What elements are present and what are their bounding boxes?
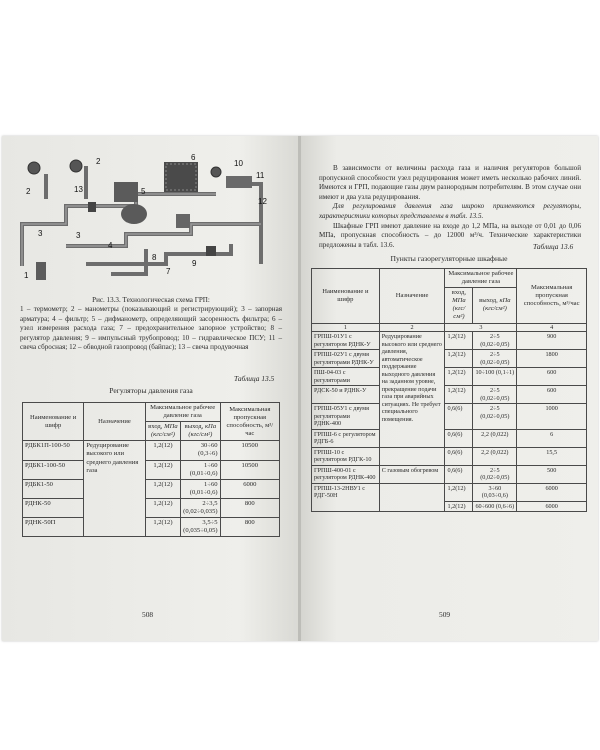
svg-text:5: 5 xyxy=(141,187,146,196)
col-header-capacity: Максимальная пропускная способность, м³/час xyxy=(517,269,587,324)
table-row: ГРПШ-05У1 с двумя регуляторами РДНК-400 0,6(6) 2÷5 (0,02÷0,05) 1000 xyxy=(312,404,587,430)
table-title: Пункты газорегуляторные шкафные xyxy=(390,254,508,263)
svg-text:13: 13 xyxy=(74,185,83,194)
col-header-outlet: выход, кПа (кгс/см²) xyxy=(181,422,220,441)
svg-text:4: 4 xyxy=(108,241,113,250)
table-row: ГРПШ-02У1 с двумя регуляторами РДНК-У 1,2(12) 2÷5 (0,02÷0,05) 1800 xyxy=(312,350,587,368)
svg-text:7: 7 xyxy=(166,267,171,276)
svg-text:6: 6 xyxy=(191,154,196,162)
table-row: РДНК-50 1,2(12) 2÷3,5 (0,02÷0,035) 800 xyxy=(23,498,280,517)
col-header-inlet: вход, МПа (кгс/см²) xyxy=(145,422,180,441)
table-title: Регуляторы давления газа xyxy=(109,386,193,395)
table-number: Таблица 13.6 xyxy=(533,242,574,251)
table-row: РДБК1П-100-50 Редуцирование высокого или среднего давления газа 1,2(12) 30÷60 (0,3÷6) 10500 xyxy=(23,441,280,460)
table-row: РДНК-50П 1,2(12) 3,5÷5 (0,035÷0,05) 800 xyxy=(23,518,280,537)
table-row: 1,2(12) 60÷600 (0,6÷6) 6000 xyxy=(312,501,587,512)
book-spread xyxy=(2,136,598,641)
paragraph-2: Для регулирования давления газа широко применяются регуляторы, характеристики которых представлены в табл. 13.5. xyxy=(319,202,581,220)
purpose-main: Редуцирование высокого или среднего давления, автоматическое поддержание выходного давления на заданном уровне, прекращение подачи газа при аварийных ситуациях. Не требует специального помещения. xyxy=(379,332,445,448)
thermometer xyxy=(36,262,46,280)
col-header-purpose: Назначение xyxy=(379,269,445,324)
svg-text:2: 2 xyxy=(96,157,101,166)
svg-text:1: 1 xyxy=(24,271,29,280)
regulators-table xyxy=(22,402,280,537)
table-row: ГРПШ-400-01 с регулятором РДНК-400 С газовым обогревом 0,6(6) 2÷5 (0,02÷0,05) 500 xyxy=(312,465,587,483)
col-header-pressure: Максимальное рабочее давление газа xyxy=(145,403,220,422)
table-row: ГРПШ-6 с регулятором РДГБ-6 0,6(6) 2,2 (0,022) 6 xyxy=(312,429,587,447)
table-row: РДСК-50 и РДНК-У 1,2(12) 2÷5 (0,02÷0,05) 600 xyxy=(312,386,587,404)
col-header-inlet: вход, МПа (кгс/см²) xyxy=(445,288,473,323)
table-row: РДБК1-100-50 1,2(12) 1÷60 (0,01÷0,6) 10500 xyxy=(23,460,280,479)
table-row: РДБК1-50 1,2(12) 1÷60 (0,01÷0,6) 6000 xyxy=(23,479,280,498)
column-index-row: 1 2 3 4 xyxy=(312,323,587,332)
relief-valve xyxy=(226,176,252,188)
svg-text:11: 11 xyxy=(256,171,265,180)
col-header-outlet: выход, кПа (кгс/см²) xyxy=(473,288,517,323)
svg-text:2: 2 xyxy=(26,187,31,196)
paragraph-3: Шкафные ГРП имеют давление на входе до 1,2 МПа, на выходе от 0,01 до 0,06 МПа, пропускная способность – до 12000 м³/ч. Технические характеристики предложены в табл. 13.6. xyxy=(319,221,581,249)
page-number-right: 509 xyxy=(439,610,451,619)
right-page xyxy=(301,136,598,641)
col-header-name: Наименование и шифр xyxy=(312,269,380,324)
svg-text:3: 3 xyxy=(76,231,81,240)
table-row: ГРПШ-01У1 с регулятором РДНК-У Редуцирование высокого или среднего давления, автоматическое поддержание выходного давления на заданном уровне, прекращение подачи газа при аварийных ситуациях. Не требует специального помещения. 1,2(12) 2÷5 (0,02÷0,05) 900 xyxy=(312,332,587,350)
figure-caption-body: 1 – термометр; 2 – манометры (показывающий и регистрирующий); 3 – запорная арматура; 4 – фильтр; 5 – дифманометр, определяющий засоренность фильтра; 6 – узел измерения расхода газа; 7 – предохранительное запорное устройство; 8 – регулятор давления; 9 – импульсный трубопровод; 10 – гидравлическое ПСУ; 11 – свеча сбросная; 12 – обводной газопровод (байпас); 13 – свеча продувочная xyxy=(20,305,282,352)
grp-technological-scheme-figure xyxy=(16,154,276,292)
filter-block xyxy=(114,182,138,202)
figure-caption xyxy=(20,296,282,352)
svg-text:9: 9 xyxy=(192,259,197,268)
col-header-pressure: Максимальное рабочее давление газа xyxy=(445,269,517,288)
table-row: ГРПШ-10 с регулятором РДГК-10 0,6(6) 2,2 (0,022) 15,5 xyxy=(312,447,587,465)
svg-text:10: 10 xyxy=(234,159,243,168)
table-number: Таблица 13.5 xyxy=(234,374,275,383)
paragraph-1: В зависимости от величины расхода газа и наличия регуляторов большой пропускной способности узел редуцирования может иметь несколько рабочих линий. Имеются и ГРП, подающие газы двум разнородным потребителям. В этом случае они имеют и два узла редуцирования. xyxy=(319,164,581,201)
col-header-purpose: Назначение xyxy=(84,403,145,441)
page-number-left: 508 xyxy=(142,610,154,619)
col-header-capacity: Максимальная пропускная способность, м³/час xyxy=(220,403,279,441)
figure-caption-title: Рис. 13.3. Технологическая схема ГРП: xyxy=(92,296,210,304)
pressure-regulator xyxy=(121,204,147,224)
svg-text:12: 12 xyxy=(258,197,267,206)
table-row: ГРПШ-13-2НВУ1 с РДГ-50Н 1,2(12) 3÷60 (0,03÷0,6) 6000 xyxy=(312,483,587,501)
gas-metering-unit xyxy=(164,162,198,192)
table-row: ПШ-04-03 с регуляторами 1,2(12) 10÷100 (0,1÷1) 600 xyxy=(312,368,587,386)
svg-text:8: 8 xyxy=(152,253,157,262)
svg-text:3: 3 xyxy=(38,229,43,238)
cabinet-grp-table xyxy=(311,268,587,512)
left-page xyxy=(2,136,299,641)
col-header-name: Наименование и шифр xyxy=(23,403,84,441)
body-text xyxy=(319,164,581,250)
purpose-second: С газовым обогревом xyxy=(379,465,445,483)
